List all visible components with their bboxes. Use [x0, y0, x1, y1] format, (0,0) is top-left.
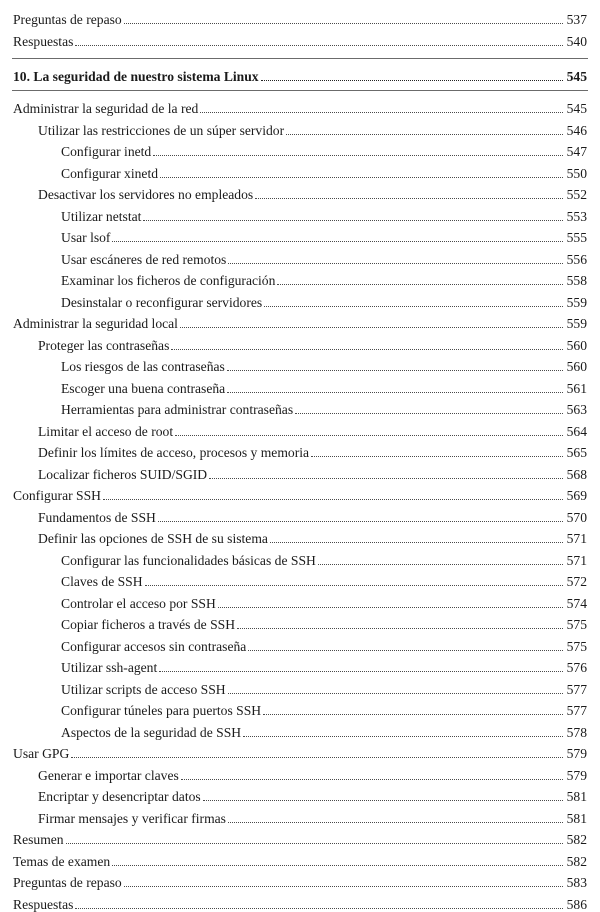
toc-entry-title: Configurar accesos sin contraseña — [61, 638, 247, 654]
toc-entry — [0, 504, 600, 525]
toc-entry-line — [61, 547, 587, 568]
toc-entry-line — [61, 633, 587, 654]
toc-entry-title: Localizar ficheros SUID/SGID — [38, 466, 208, 482]
dot-leader — [159, 671, 563, 672]
toc-entry-title: Claves de SSH — [61, 574, 143, 589]
toc-entry-page-number: 556 — [566, 251, 587, 267]
toc-entry-title: Escoger una buena contraseña — [61, 380, 226, 396]
toc-entry-page-number: 568 — [566, 466, 587, 482]
toc-entry-page-number: 577 — [566, 681, 587, 697]
dot-leader — [264, 306, 563, 307]
toc-entry — [0, 525, 600, 546]
toc-entry-line — [38, 504, 587, 525]
toc-entry-line — [13, 482, 587, 503]
toc-entry-title: 10. La seguridad de nuestro sistema Linux — [13, 69, 259, 84]
toc-entry — [0, 633, 600, 654]
toc-entry-page-number: 563 — [566, 402, 587, 417]
toc-entry-line — [61, 568, 587, 589]
toc-entry-title: Configurar las funcionalidades básicas de SSH — [61, 552, 316, 568]
toc-entry-page-number: 558 — [566, 273, 587, 288]
toc-entry-page-number: 575 — [566, 638, 587, 654]
dot-leader — [124, 23, 563, 24]
toc-entry-title: Definir los límites de acceso, procesos y memoria — [38, 445, 310, 460]
toc-entry-title: Configurar inetd — [61, 144, 152, 159]
toc-entry — [0, 6, 600, 27]
toc-entry-line — [61, 353, 587, 374]
toc-entry-line — [38, 762, 587, 783]
toc-entry — [0, 28, 600, 49]
dot-leader — [243, 736, 563, 737]
dot-leader — [200, 112, 563, 113]
toc-entry-line — [13, 28, 587, 49]
dot-leader — [71, 757, 563, 758]
toc-entry-page-number: 561 — [566, 380, 587, 396]
toc-entry — [0, 805, 600, 826]
toc-entry-line — [61, 676, 587, 697]
toc-entry — [0, 117, 600, 138]
dot-leader — [112, 865, 563, 866]
dot-leader — [181, 779, 563, 780]
toc-entry-page-number: 576 — [566, 660, 587, 675]
toc-entry — [0, 418, 600, 439]
toc-entry — [0, 568, 600, 589]
toc-entry-line — [38, 805, 587, 826]
toc-entry-page-number: 579 — [566, 746, 587, 761]
dot-leader — [237, 628, 563, 629]
toc-entry-page-number: 570 — [566, 509, 587, 525]
toc-entry-line — [61, 246, 587, 267]
toc-entry-title: Configurar SSH — [13, 488, 101, 503]
toc-entry-line — [61, 138, 587, 159]
toc-entry — [0, 740, 600, 761]
toc-entry — [0, 891, 600, 912]
toc-entry-page-number: 575 — [566, 617, 587, 632]
toc-entry-title: Limitar el acceso de root — [38, 423, 174, 439]
dot-leader — [286, 134, 563, 135]
toc-entry-line — [61, 697, 587, 718]
toc-entry — [0, 676, 600, 697]
dot-leader — [66, 843, 563, 844]
toc-entry — [0, 160, 600, 181]
toc-entry-title: Utilizar ssh-agent — [61, 660, 158, 675]
toc-entry-page-number: 582 — [566, 853, 587, 869]
toc-entry — [0, 783, 600, 804]
toc-entry-page-number: 582 — [566, 832, 587, 847]
toc-entry-line — [13, 891, 587, 912]
toc-entry-title: Respuestas — [13, 33, 74, 49]
toc-entry-line — [13, 826, 587, 847]
toc-entry-title: Usar lsof — [61, 230, 111, 245]
toc-entry — [0, 95, 600, 116]
dot-leader — [203, 800, 563, 801]
toc-entry-line — [38, 332, 587, 353]
toc-entry-line — [13, 310, 587, 331]
dot-leader — [153, 155, 563, 156]
toc-entry-title: Los riesgos de las contraseñas — [61, 359, 225, 374]
toc-entry — [0, 375, 600, 396]
toc-entry-line — [61, 289, 587, 310]
toc-entry-title: Configurar xinetd — [61, 165, 159, 181]
toc-entry — [0, 439, 600, 460]
dot-leader — [75, 45, 563, 46]
toc-entry-page-number: 581 — [566, 810, 587, 826]
dot-leader — [209, 478, 563, 479]
toc-entry-line — [61, 224, 587, 245]
toc-entry-title: Utilizar netstat — [61, 208, 142, 224]
toc-entry-title: Fundamentos de SSH — [38, 509, 156, 525]
toc-entry-title: Preguntas de repaso — [13, 875, 122, 890]
toc-entry-page-number: 537 — [566, 12, 587, 27]
toc-entry — [0, 869, 600, 890]
section-divider-bottom — [12, 90, 588, 91]
dot-leader — [261, 80, 563, 81]
toc-entry — [0, 697, 600, 718]
toc-entry-page-number: 555 — [566, 230, 587, 245]
toc-entry — [0, 138, 600, 159]
toc-entry — [0, 848, 600, 869]
toc-entry-title: Utilizar scripts de acceso SSH — [61, 681, 226, 697]
toc-entry — [0, 826, 600, 847]
dot-leader — [158, 521, 563, 522]
dot-leader — [248, 650, 563, 651]
dot-leader — [228, 263, 563, 264]
toc-entry-line — [61, 375, 587, 396]
toc-entry-title: Resumen — [13, 832, 64, 847]
toc-entry-page-number: 564 — [566, 423, 587, 439]
toc-entry-title: Usar GPG — [13, 746, 70, 761]
toc-entry-title: Respuestas — [13, 896, 74, 912]
dot-leader — [218, 607, 563, 608]
dot-leader — [277, 284, 563, 285]
toc-entry-page-number: 578 — [566, 724, 587, 740]
toc-entry — [0, 590, 600, 611]
toc-entry-title: Controlar el acceso por SSH — [61, 595, 216, 611]
toc-entry-title: Aspectos de la seguridad de SSH — [61, 724, 242, 740]
toc-entry-line — [38, 418, 587, 439]
toc-entry-page-number: 581 — [566, 789, 587, 804]
toc-entry-page-number: 559 — [566, 316, 587, 331]
toc-entry-page-number: 574 — [566, 595, 587, 611]
dot-leader — [227, 370, 563, 371]
toc-entry — [0, 547, 600, 568]
toc-entry-page-number: 560 — [566, 337, 587, 353]
toc-entry-title: Herramientas para administrar contraseñas — [61, 402, 294, 417]
toc-entry-line — [38, 181, 587, 202]
toc-entry-page-number: 546 — [566, 122, 587, 138]
dot-leader — [270, 542, 563, 543]
toc-entry-title: Definir las opciones de SSH de su sistema — [38, 531, 268, 546]
dot-leader — [180, 327, 563, 328]
toc-entry-line — [13, 848, 587, 869]
toc-entry-title: Usar escáneres de red remotos — [61, 251, 227, 267]
toc-entry-page-number: 572 — [566, 574, 587, 589]
toc-entry-line — [38, 461, 587, 482]
toc-entry — [0, 762, 600, 783]
toc-entry-line — [38, 439, 587, 460]
toc-entry — [0, 224, 600, 245]
section-divider-top — [12, 58, 588, 59]
toc-entry-page-number: 565 — [566, 445, 587, 460]
toc-entry — [0, 482, 600, 503]
toc-entry-line — [61, 590, 587, 611]
dot-leader — [263, 714, 563, 715]
toc-entry-title: Generar e importar claves — [38, 767, 179, 783]
toc-entry-title: Administrar la seguridad local — [13, 316, 178, 331]
dot-leader — [311, 456, 563, 457]
dot-leader — [103, 499, 563, 500]
toc-entry-page-number: 552 — [566, 187, 587, 202]
toc-entry-page-number: 560 — [566, 359, 587, 374]
toc-entry-title: Copiar ficheros a través de SSH — [61, 617, 236, 632]
dot-leader — [143, 220, 563, 221]
toc-entry-page-number: 583 — [566, 875, 587, 890]
toc-entry — [0, 611, 600, 632]
toc-entry-title: Firmar mensajes y verificar firmas — [38, 810, 226, 826]
toc-entry — [0, 246, 600, 267]
toc-entry — [0, 267, 600, 288]
toc-entry — [0, 654, 600, 675]
dot-leader — [228, 693, 563, 694]
dot-leader — [318, 564, 563, 565]
toc-entry-page-number: 547 — [566, 144, 587, 159]
toc-entry-line — [61, 611, 587, 632]
toc-entry — [0, 461, 600, 482]
toc-entry — [0, 396, 600, 417]
toc-entry-title: Desactivar los servidores no empleados — [38, 187, 254, 202]
toc-entry-page-number: 540 — [566, 33, 587, 49]
toc-entry-line — [61, 654, 587, 675]
dot-leader — [160, 177, 563, 178]
dot-leader — [145, 585, 563, 586]
toc-entry-line — [38, 783, 587, 804]
toc-entry-page-number: 571 — [566, 531, 587, 546]
toc-entry-title: Administrar la seguridad de la red — [13, 101, 199, 116]
dot-leader — [75, 908, 563, 909]
toc-entry-line — [13, 95, 587, 116]
toc-entry-page-number: 550 — [566, 165, 587, 181]
toc-entry — [0, 353, 600, 374]
toc-entry-line — [13, 63, 587, 84]
toc-entry-page-number: 559 — [566, 294, 587, 310]
toc-entry — [0, 203, 600, 224]
dot-leader — [227, 392, 563, 393]
toc-entry-page-number: 545 — [566, 69, 587, 84]
toc-entry-line — [61, 719, 587, 740]
toc-entry-line — [38, 525, 587, 546]
toc-entry-title: Encriptar y desencriptar datos — [38, 789, 201, 804]
toc-entry-title: Configurar túneles para puertos SSH — [61, 703, 262, 718]
toc-entry-page-number: 577 — [566, 703, 587, 718]
toc-entry-line — [61, 203, 587, 224]
toc-entry-page-number: 569 — [566, 488, 587, 503]
toc-entry — [0, 719, 600, 740]
toc-entry-line — [13, 6, 587, 27]
toc-entry-title: Utilizar las restricciones de un súper servidor — [38, 122, 285, 138]
dot-leader — [255, 198, 563, 199]
toc-entry-page-number: 586 — [566, 896, 587, 912]
toc-entry-title: Preguntas de repaso — [13, 12, 122, 27]
toc-entry — [0, 63, 600, 84]
dot-leader — [124, 886, 563, 887]
toc-entry-line — [38, 117, 587, 138]
toc-entry — [0, 181, 600, 202]
toc-entry-title: Desinstalar o reconfigurar servidores — [61, 294, 263, 310]
toc-entry-line — [13, 869, 587, 890]
toc-entry-page-number: 579 — [566, 767, 587, 783]
toc-entry-page-number: 571 — [566, 552, 587, 568]
dot-leader — [112, 241, 563, 242]
toc-entry-title: Proteger las contraseñas — [38, 337, 170, 353]
toc-entry-line — [61, 267, 587, 288]
dot-leader — [171, 349, 563, 350]
toc-entry — [0, 289, 600, 310]
toc-entry-title: Examinar los ficheros de configuración — [61, 273, 276, 288]
toc-entry — [0, 310, 600, 331]
toc-entry-page-number: 545 — [566, 101, 587, 116]
dot-leader — [175, 435, 563, 436]
toc-entry — [0, 332, 600, 353]
toc-entry-page-number: 553 — [566, 208, 587, 224]
dot-leader — [228, 822, 563, 823]
dot-leader — [295, 413, 563, 414]
toc-entry-line — [61, 396, 587, 417]
toc-entry-line — [13, 740, 587, 761]
toc-entry-line — [61, 160, 587, 181]
toc-entry-title: Temas de examen — [13, 853, 111, 869]
